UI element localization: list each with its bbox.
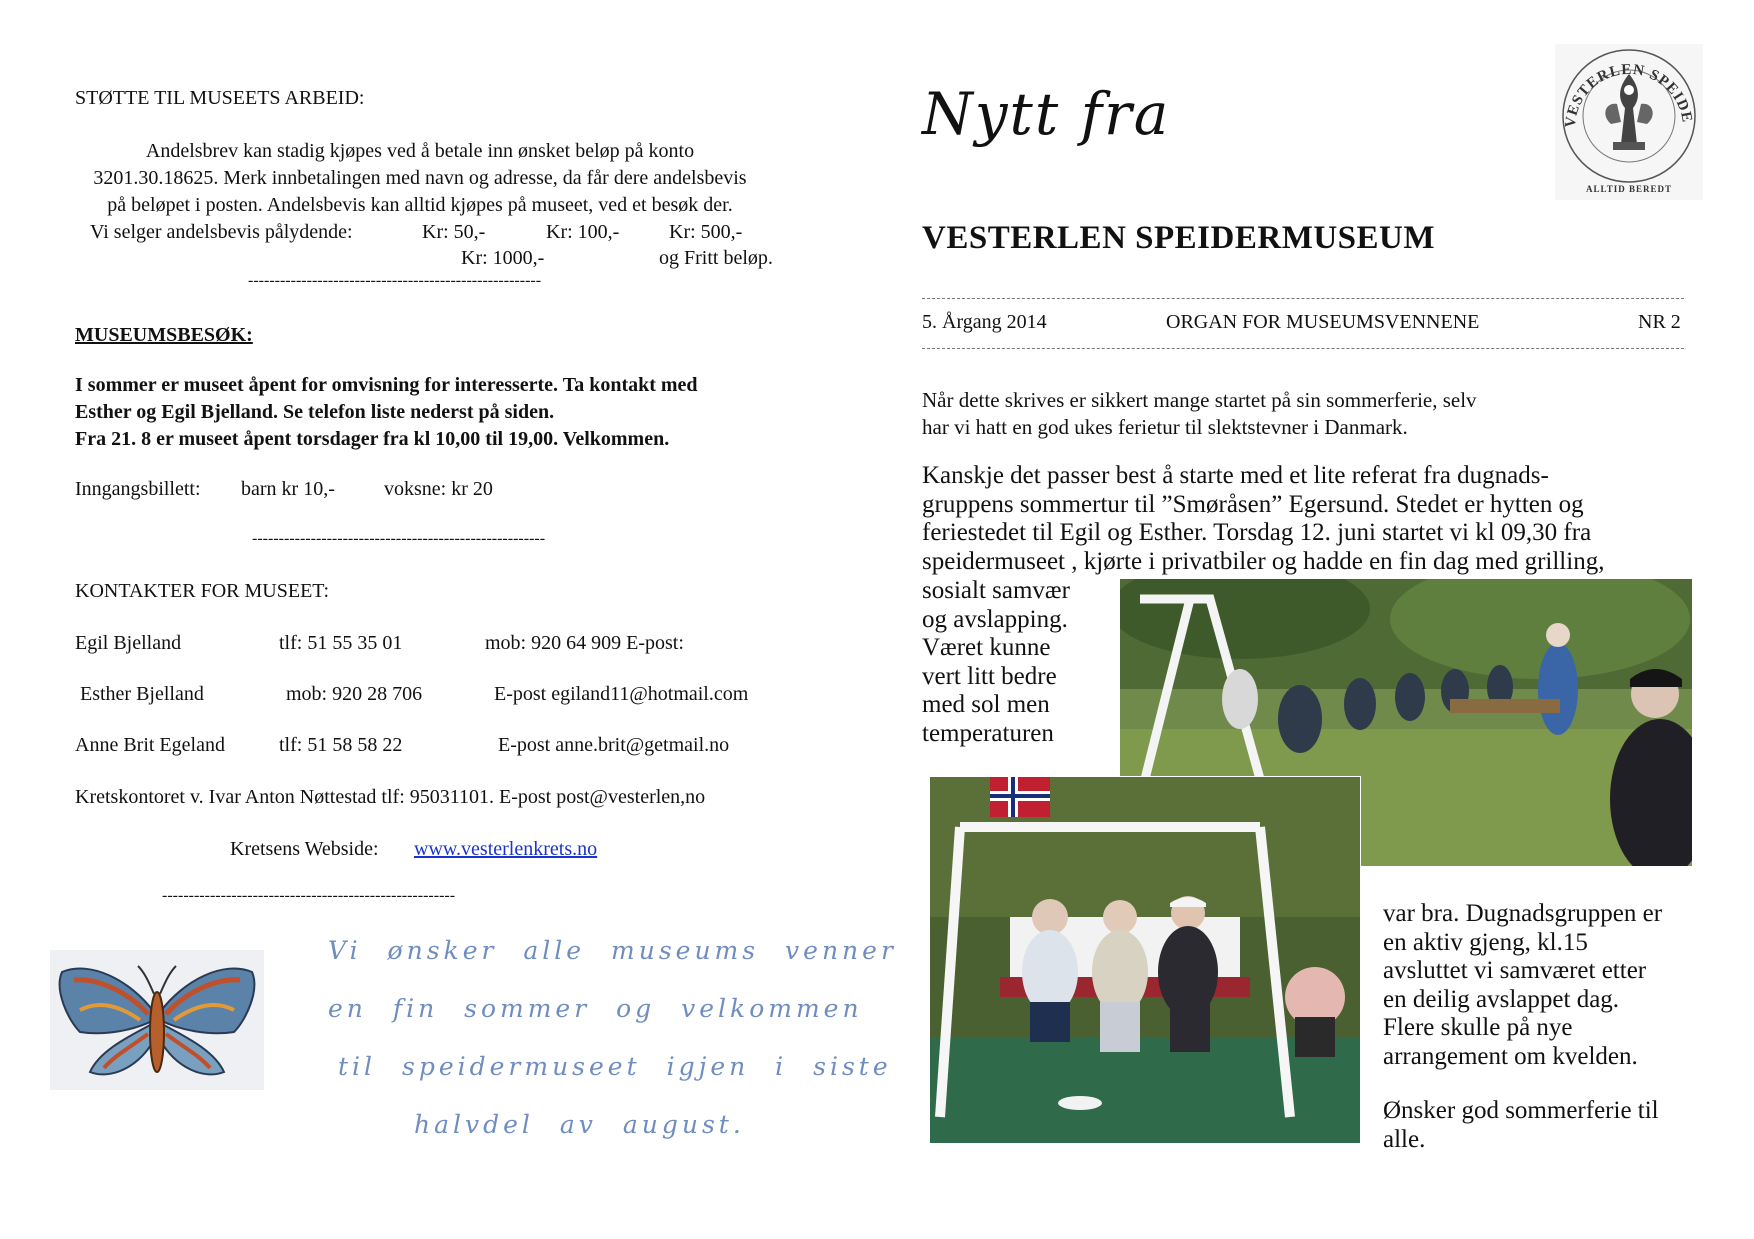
divider: ------------------------------------------------------- <box>248 272 542 289</box>
support-heading: STØTTE TIL MUSEETS ARBEID: <box>75 87 365 109</box>
price-free: og Fritt beløp. <box>659 247 773 269</box>
masthead-rule-top <box>922 298 1684 299</box>
price-500: Kr: 500,- <box>669 221 743 243</box>
closing-line: Ønsker god sommerferie til <box>1383 1097 1659 1124</box>
support-text <box>60 138 780 219</box>
article-line: feriestedet til Egil og Esther. Torsdag 12. juni startet vi kl 09,30 fra <box>922 519 1592 546</box>
masthead-rule-bottom <box>922 348 1684 349</box>
price-100: Kr: 100,- <box>546 221 620 243</box>
greeting-line: til speidermuseet igjen i siste <box>338 1052 892 1081</box>
article-line: arrangement om kvelden. <box>1383 1042 1638 1070</box>
visit-heading: MUSEUMSBESØK: <box>75 324 253 346</box>
tickets-child: barn kr 10,- <box>241 478 335 500</box>
visit-line: Fra 21. 8 er museet åpent torsdager fra kl 10,00 til 19,00. Velkommen. <box>75 428 670 450</box>
greeting-line: Vi ønsker alle museums venner <box>328 936 897 965</box>
support-line: 3201.30.18625. Merk innbetalingen med navn og adresse, da får dere andelsbevis <box>93 167 747 189</box>
butterfly-image <box>50 950 264 1090</box>
contact-name: Esther Bjelland <box>80 683 204 705</box>
script-title: Nytt fra <box>922 80 1171 148</box>
logo-motto: ALLTID BEREDT <box>1586 184 1672 194</box>
article-line: avsluttet vi samværet etter <box>1383 957 1647 984</box>
masthead-volume: 5. Årgang 2014 <box>922 311 1047 333</box>
contact-phone: tlf: 51 55 35 01 <box>279 632 403 654</box>
article-line: gruppens sommertur til ”Smøråsen” Egersund. Stedet er hytten og <box>922 490 1584 518</box>
logo-ring-label: VESTERLEN SPEIDE <box>1562 61 1695 129</box>
contact-email: E-post egiland11@hotmail.com <box>494 683 749 705</box>
support-line: Andelsbrev kan stadig kjøpes ved å betale inn ønsket beløp på konto <box>145 140 695 162</box>
closing-text <box>1383 1097 1713 1154</box>
visit-text <box>75 372 815 453</box>
swing-photo <box>929 776 1361 1144</box>
article-line: en deilig avslappet dag. <box>1383 985 1620 1013</box>
divider: ------------------------------------------------------- <box>252 530 546 547</box>
visit-line: Esther og Egil Bjelland. Se telefon liste nederst på siden. <box>75 401 555 423</box>
divider: ------------------------------------------------------- <box>162 887 456 904</box>
contact-email: E-post anne.brit@getmail.no <box>498 734 730 756</box>
tickets-adult: voksne: kr 20 <box>384 478 493 500</box>
greeting-line: en fin sommer og velkommen <box>328 994 863 1023</box>
masthead-organ: ORGAN FOR MUSEUMSVENNENE <box>1166 311 1480 333</box>
svg-text:VESTERLEN SPEIDERMUSEUM <box>1555 48 1695 128</box>
article-text <box>922 462 1712 576</box>
article-line: vert litt bedre <box>922 662 1057 690</box>
contact-mobile: mob: 920 28 706 <box>286 683 423 705</box>
article-left-column <box>922 577 1122 748</box>
article-line: var bra. Dugnadsgruppen er <box>1383 900 1663 927</box>
article-line: Flere skulle på nye <box>1383 1014 1573 1041</box>
prices-row-1 <box>90 219 353 246</box>
contact-name: Anne Brit Egeland <box>75 734 225 756</box>
article-line: Kanskje det passer best å starte med et lite referat fra dugnads- <box>922 462 1549 489</box>
museum-name: VESTERLEN SPEIDERMUSEUM <box>922 220 1436 256</box>
price-50: Kr: 50,- <box>422 221 486 243</box>
article-line: temperaturen <box>922 719 1054 747</box>
visit-line: I sommer er museet åpent for omvisning for interesserte. Ta kontakt med <box>75 374 698 396</box>
closing-line: alle. <box>1383 1125 1426 1153</box>
contacts-heading: KONTAKTER FOR MUSEET: <box>75 580 330 602</box>
prices-intro: Vi selger andelsbevis pålydende: <box>90 221 353 243</box>
intro-line: Når dette skrives er sikkert mange startet på sin sommerferie, selv <box>922 388 1477 412</box>
logo-ring-text <box>1555 48 1703 188</box>
article-line: speidermuseet , kjørte i privatbiler og hadde en fin dag med grilling, <box>922 547 1605 575</box>
website-label: Kretsens Webside: <box>230 838 379 860</box>
support-line: på beløpet i posten. Andelsbevis kan alltid kjøpes på museet, ved et besøk der. <box>107 194 733 216</box>
masthead-issue: NR 2 <box>1638 311 1681 333</box>
article-line: Været kunne <box>922 634 1051 661</box>
greeting-line: halvdel av august. <box>414 1110 745 1139</box>
tickets-label: Inngangsbillett: <box>75 478 201 500</box>
website-link[interactable]: www.vesterlenkrets.no <box>414 838 598 860</box>
office-line: Kretskontoret v. Ivar Anton Nøttestad tlf: 95031101. E-post post@vesterlen,no <box>75 786 706 808</box>
contact-mobile-email: mob: 920 64 909 E-post: <box>485 632 684 654</box>
article-line: sosialt samvær <box>922 577 1070 604</box>
article-line: med sol men <box>922 691 1050 718</box>
contact-name: Egil Bjelland <box>75 632 182 654</box>
article-right-column <box>1383 900 1713 1071</box>
intro-text <box>922 387 1702 441</box>
contact-phone: tlf: 51 58 58 22 <box>279 734 403 756</box>
intro-line: har vi hatt en god ukes ferietur til slektstevner i Danmark. <box>922 415 1408 439</box>
article-line: og avslapping. <box>922 605 1068 633</box>
price-1000: Kr: 1000,- <box>461 247 545 269</box>
article-line: en aktiv gjeng, kl.15 <box>1383 928 1588 956</box>
